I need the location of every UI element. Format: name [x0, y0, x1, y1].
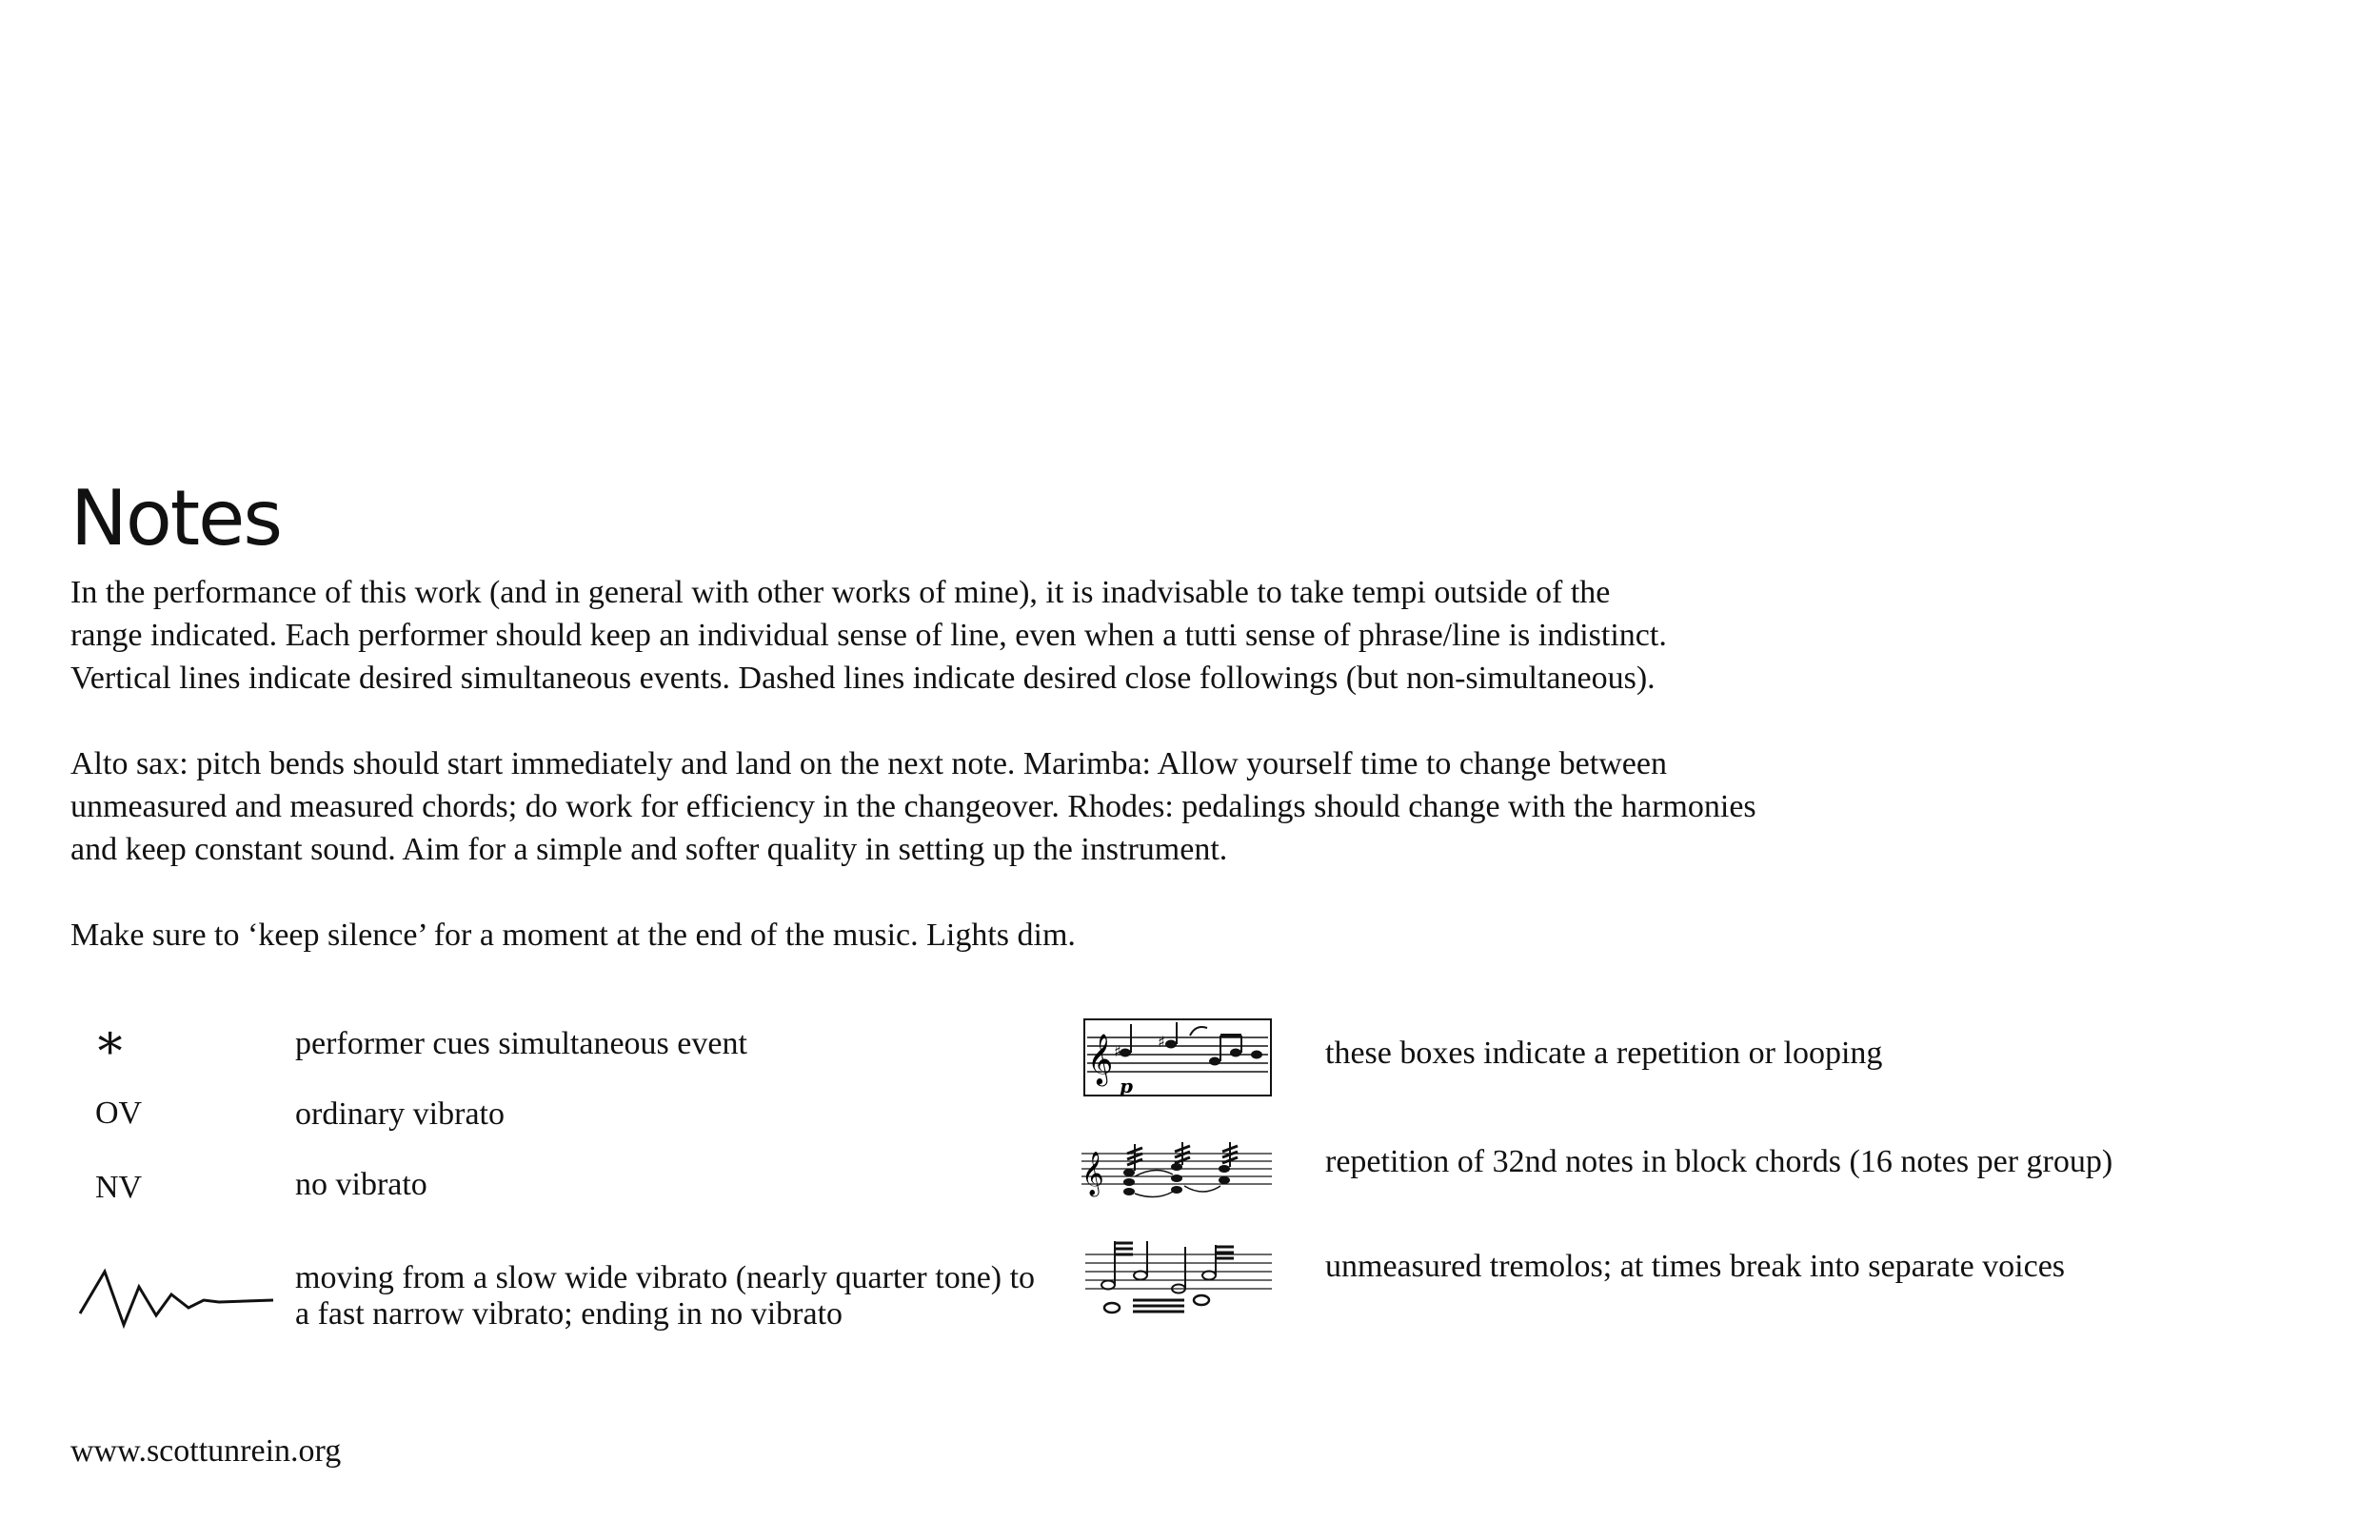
performance-notes-paragraph: In the performance of this work (and in general with other works of mine), it is inadvisable to take tempi outside of the range indicated. Each performer should keep an individual sense of line, even when a tutti sense of phrase/line is indistinct. Vertical lines indicate desired simultaneous events. Dashed lines indicate desired close followings (but non-simultaneous). [70, 575, 1667, 696]
vibrato-line-icon [78, 1266, 278, 1333]
dynamic-marking: p [1120, 1075, 1133, 1097]
ending-notes-paragraph: Make sure to ‘keep silence’ for a moment at the end of the music. Lights dim. [70, 918, 1076, 953]
nv-symbol: NV [95, 1170, 143, 1205]
unmeasured-tremolo-icon [1085, 1237, 1272, 1313]
instrument-notes-paragraph: Alto sax: pitch bends should start immediately and land on the next note. Marimba: Allow yourself time to change between unmeasured and measured chords; do work for efficiency in the changeover. Rhodes: pedalings should change with the harmonies and keep constant sound. Aim for a simple and softer quality in setting up the instrument. [70, 746, 1756, 867]
svg-text:𝄞: 𝄞 [1081, 1152, 1104, 1195]
legend-desc-vibrato: moving from a slow wide vibrato (nearly quarter tone) to a fast narrow vibrato; ending in no vibrato [295, 1260, 1036, 1332]
legend-desc-block-chords: repetition of 32nd notes in block chords (16 notes per group) [1325, 1144, 2113, 1179]
legend-desc-boxes: these boxes indicate a repetition or looping [1325, 1036, 1883, 1071]
block-chord-tremolo-icon [1081, 1138, 1272, 1205]
website-url: www.scottunrein.org [70, 1433, 342, 1469]
ov-symbol: OV [95, 1096, 143, 1131]
boxed-notation-icon [1083, 1018, 1272, 1096]
legend-desc-ov: ordinary vibrato [295, 1096, 505, 1132]
page-title: Notes [70, 474, 282, 563]
svg-text:♯: ♯ [1158, 1033, 1165, 1051]
asterisk-icon: ∗ [93, 1016, 128, 1070]
svg-text:♯: ♯ [1114, 1042, 1121, 1060]
svg-text:𝄞: 𝄞 [1087, 1033, 1114, 1084]
legend-desc-tremolos: unmeasured tremolos; at times break into separate voices [1325, 1249, 2066, 1284]
legend-desc-nv: no vibrato [295, 1167, 427, 1202]
legend-desc-cue: performer cues simultaneous event [295, 1026, 747, 1061]
